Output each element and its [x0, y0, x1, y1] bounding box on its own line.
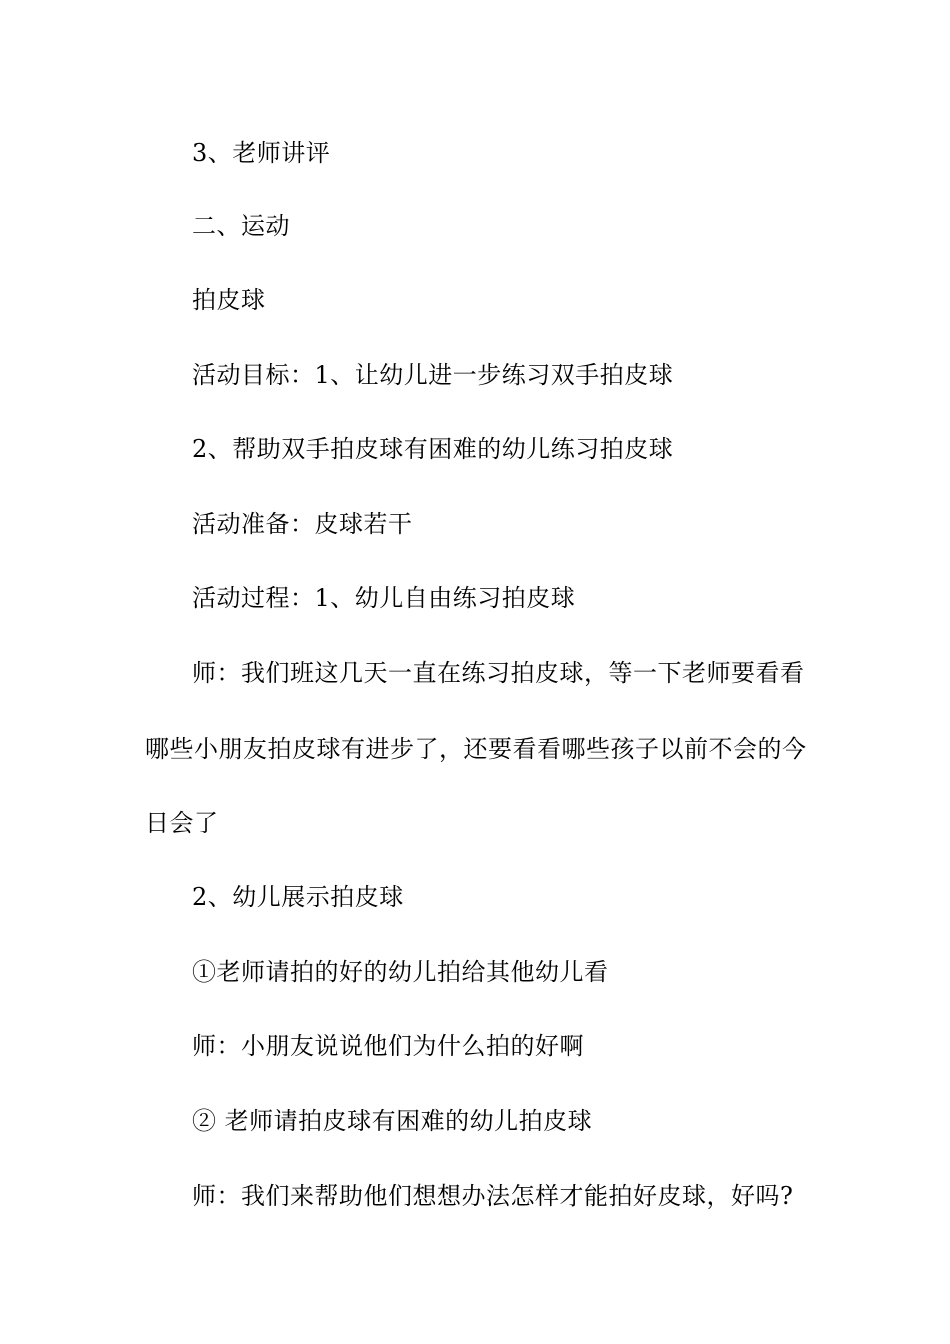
section-heading-exercise: 二、运动: [192, 212, 290, 240]
teacher-question: 师：小朋友说说他们为什么拍的好啊: [192, 1032, 584, 1060]
step-circled-2: ② 老师请拍皮球有困难的幼儿拍皮球: [192, 1107, 593, 1135]
teacher-speech-line-1: 师：我们班这几天一直在练习拍皮球，等一下老师要看看: [192, 659, 805, 687]
step-circled-1: ①老师请拍的好的幼儿拍给其他幼儿看: [192, 958, 609, 986]
section-heading-teacher-review: 3、老师讲评: [192, 139, 331, 167]
teacher-speech-line-3: 日会了: [145, 809, 219, 837]
activity-goal-1: 活动目标：1、让幼儿进一步练习双手拍皮球: [192, 361, 674, 389]
teacher-prompt: 师：我们来帮助他们想想办法怎样才能拍好皮球，好吗?: [192, 1182, 794, 1210]
activity-preparation: 活动准备：皮球若干: [192, 510, 413, 538]
activity-process-2: 2、幼儿展示拍皮球: [192, 883, 404, 911]
teacher-speech-line-2: 哪些小朋友拍皮球有进步了，还要看看哪些孩子以前不会的今: [145, 735, 807, 763]
activity-process-1: 活动过程：1、幼儿自由练习拍皮球: [192, 584, 576, 612]
activity-goal-2: 2、帮助双手拍皮球有困难的幼儿练习拍皮球: [192, 435, 674, 463]
activity-title: 拍皮球: [192, 286, 266, 314]
